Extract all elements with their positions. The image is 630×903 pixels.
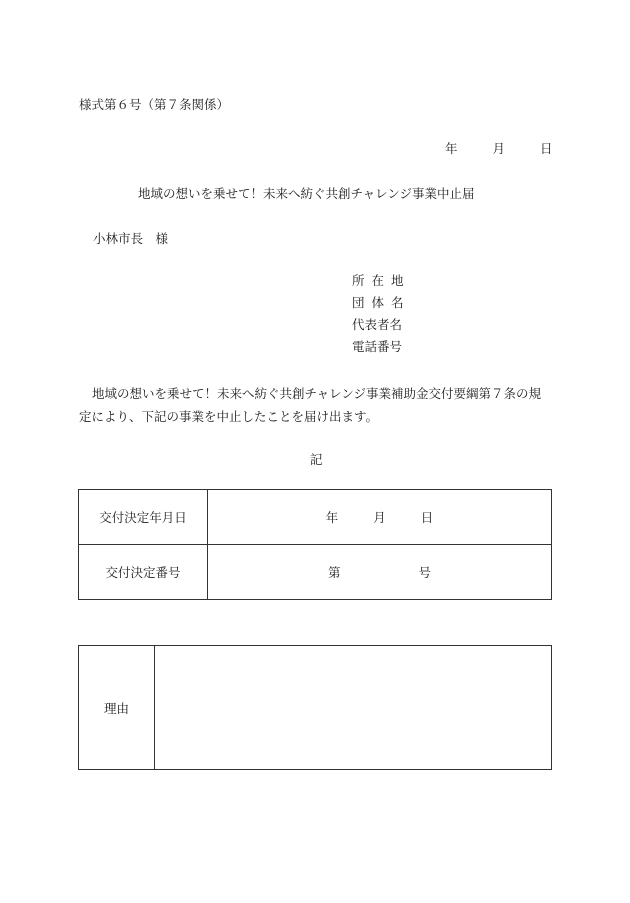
- form-number: 様式第６号（第７条関係）: [79, 97, 230, 112]
- table-row: [79, 490, 552, 545]
- decision-date-label: 交付決定年月日: [79, 490, 208, 545]
- decision-number-label: 交付決定番号: [79, 545, 208, 600]
- document-title: 地域の想いを乗せて！未来へ紡ぐ共創チャレンジ事業中止届: [138, 186, 475, 201]
- date-month: 月: [492, 141, 505, 156]
- table-row: [79, 646, 552, 770]
- ki-heading: 記: [310, 452, 323, 467]
- organization-label: 団体名: [352, 295, 411, 310]
- decision-number-suffix: 号: [418, 565, 431, 580]
- decision-number-value[interactable]: [208, 545, 552, 600]
- addressee: 小林市長 様: [93, 231, 169, 246]
- reason-label: 理由: [79, 646, 155, 770]
- decision-date-year: 年: [325, 510, 339, 525]
- body-text: 地域の想いを乗せて！未来へ紡ぐ共創チャレンジ事業補助金交付要綱第７条の規定により、下記の事業を中止したことを届け出ます。: [79, 386, 542, 424]
- submission-date: [445, 139, 552, 157]
- phone-label: 電話番号: [352, 339, 403, 354]
- decision-number-prefix: 第: [328, 565, 341, 580]
- address-label: 所在地: [352, 273, 411, 288]
- decision-date-month: 月: [373, 510, 386, 525]
- representative-label: 代表者名: [352, 317, 403, 332]
- decision-date-day: 日: [420, 510, 434, 525]
- decision-date-value[interactable]: [208, 490, 552, 545]
- date-year: 年: [445, 141, 458, 156]
- table-row: [79, 545, 552, 600]
- reason-field[interactable]: [155, 646, 552, 770]
- reason-table: [78, 645, 552, 770]
- date-day: 日: [539, 141, 553, 156]
- applicant-info: [352, 273, 411, 361]
- grant-table: [78, 489, 552, 600]
